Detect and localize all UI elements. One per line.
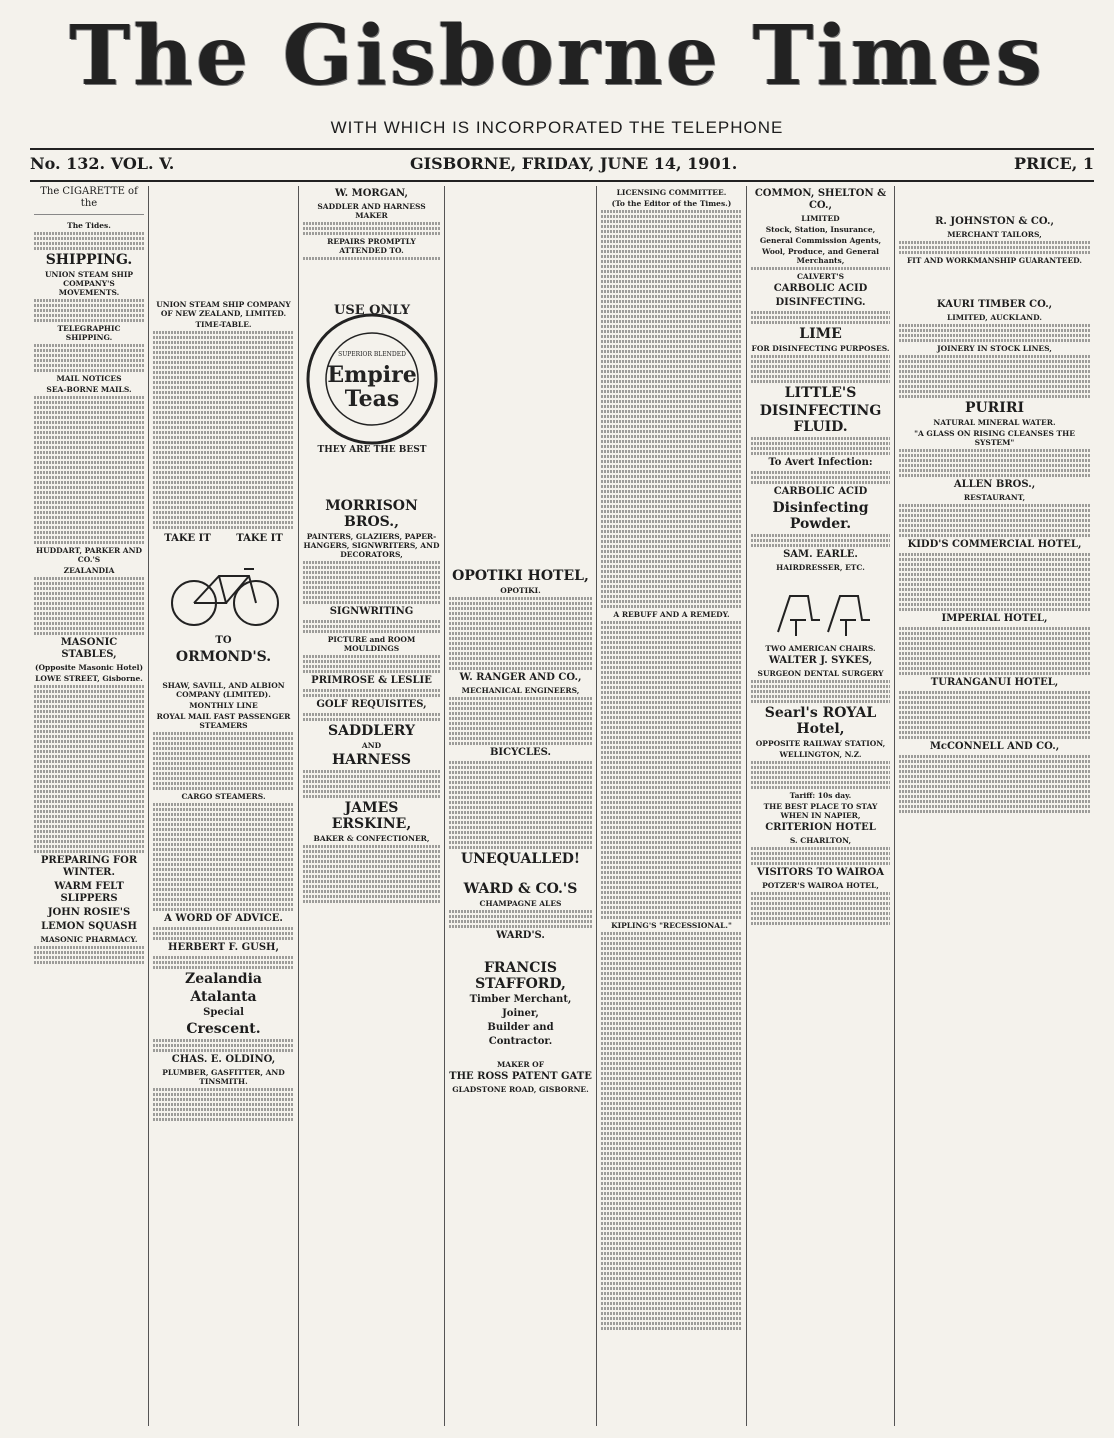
column-6 [746, 186, 894, 1426]
mechanical-heading: MECHANICAL ENGINEERS, [461, 686, 580, 695]
issue-date: GISBORNE, FRIDAY, JUNE 14, 1901. [410, 154, 738, 173]
kidds-heading: KIDD'S COMMERCIAL HOTEL, [907, 539, 1082, 550]
powder-heading: Disinfecting Powder. [772, 500, 869, 532]
timber-label: Timber Merchant, [469, 994, 572, 1005]
signwriting-heading: SIGNWRITING [329, 606, 414, 617]
wool-label: Wool, Produce, and General Merchants, [762, 247, 879, 265]
chairs-label: TWO AMERICAN CHAIRS. [765, 644, 876, 653]
wellington-label: WELLINGTON, N.Z. [779, 750, 862, 759]
ormonds-heading: ORMOND'S. [175, 649, 272, 665]
monthly-heading: MONTHLY LINE [189, 701, 258, 710]
pharmacy-heading: MASONIC PHARMACY. [40, 935, 138, 944]
ad-line: The CIGARETTE of the [40, 186, 138, 209]
shipping-heading: SHIPPING. [45, 252, 133, 268]
kauri-ltd: LIMITED, AUCKLAND. [947, 313, 1042, 322]
wairoa-heading: VISITORS TO WAIROA [757, 867, 884, 878]
ranger-heading: W. RANGER AND CO., [459, 672, 582, 683]
take-it-right: TAKE IT [236, 533, 283, 544]
timetable-heading: TIME-TABLE. [195, 320, 252, 329]
special-label: Special [203, 1007, 244, 1018]
unequalled-heading: UNEQUALLED! [460, 851, 581, 867]
glass-label: "A GLASS ON RISING CLEANSES THE SYSTEM" [914, 429, 1075, 447]
masonic-heading: MASONIC STABLES, [60, 637, 118, 660]
to-label: TO [215, 635, 232, 646]
issue-price: PRICE, 1 [1013, 154, 1094, 173]
hairdresser-label: HAIRDRESSER, ETC. [776, 563, 865, 572]
three-castles-ad [34, 186, 144, 215]
shaw-heading: SHAW, SAVILL, AND ALBION COMPANY (LIMITED). [162, 681, 285, 699]
crescent-cycle: Crescent. [186, 1021, 261, 1037]
empire-text: Empire [326, 362, 417, 388]
carbolic-heading: CARBOLIC ACID [773, 283, 868, 294]
charlton-label: S. CHARLTON, [789, 836, 852, 845]
golf-heading: GOLF REQUISITES, [316, 699, 427, 710]
bicycle-illustration [164, 551, 284, 631]
ross-gate-heading: THE ROSS PATENT GATE [449, 1071, 592, 1082]
searls-heading: Searl's ROYAL Hotel, [764, 705, 877, 737]
disinfecting-heading: DISINFECTING. [775, 297, 866, 308]
slippers-heading: WARM FELT SLIPPERS [54, 881, 124, 904]
saddlery-heading: SADDLERY [328, 723, 415, 739]
preparing-heading: PREPARING FOR WINTER. [40, 855, 138, 878]
erskine-heading: JAMES ERSKINE, [331, 800, 412, 832]
criterion-heading: CRITERION HOTEL [765, 822, 876, 833]
ward-heading: WARD & CO.'S [463, 881, 578, 897]
seaborne-heading: SEA-BORNE MAILS. [46, 385, 132, 394]
morgan-heading: W. MORGAN, [334, 188, 408, 199]
dental-label: SURGEON DENTAL SURGERY [757, 669, 884, 678]
oldino-heading: CHAS. E. OLDINO, [171, 1054, 276, 1065]
sykes-heading: WALTER J. SYKES, [768, 655, 873, 666]
for-dis-label: FOR DISINFECTING PURPOSES. [751, 344, 890, 353]
contractor-label: Contractor. [488, 1036, 553, 1047]
huddart-heading: HUDDART, PARKER AND CO.'S [36, 546, 142, 564]
opotiki-sub: OPOTIKI. [500, 586, 541, 595]
natural-label: NATURAL MINERAL WATER. [933, 418, 1056, 427]
potzers-label: POTZER'S WAIROA HOTEL, [762, 881, 879, 890]
napier-label: THE BEST PLACE TO STAY WHEN IN NAPIER, [763, 802, 878, 820]
avert-heading: To Avert Infection: [768, 457, 873, 468]
baker-heading: BAKER & CONFECTIONER, [313, 834, 430, 843]
teas-text: Teas [344, 386, 399, 412]
turanganui-heading: TURANGANUI HOTEL, [930, 677, 1059, 688]
fluid-heading: DISINFECTING FLUID. [759, 403, 882, 435]
kauri-heading: KAURI TIMBER CO., [936, 299, 1053, 310]
puriri-heading: PURIRI [964, 400, 1025, 416]
lowe-street: LOWE STREET, Gisborne. [35, 674, 143, 683]
gladstone-label: GLADSTONE ROAD, GISBORNE. [452, 1085, 589, 1094]
lemon-heading: LEMON SQUASH [41, 921, 137, 932]
stock-label: Stock, Station, Insurance, [765, 225, 876, 234]
and-label: AND [361, 741, 382, 750]
painters-heading: PAINTERS, GLAZIERS, PAPER-HANGERS, SIGNWRITERS, AND DECORATORS, [303, 532, 440, 559]
use-only-text: USE ONLY [333, 303, 410, 318]
limited-label: LIMITED [801, 214, 840, 223]
railway-label: OPPOSITE RAILWAY STATION, [755, 739, 886, 748]
rosie-heading: JOHN ROSIE'S [47, 907, 131, 918]
are-best-text: THEY ARE THE BEST [317, 445, 426, 455]
column-5 [596, 186, 746, 1426]
union-ss-heading: UNION STEAM SHIP COMPANY OF NEW ZEALAND, LIMITED. [156, 300, 291, 318]
tariff-label: Tariff: 10s day. [789, 791, 852, 800]
column-2 [148, 186, 298, 1426]
maker-label: MAKER OF [496, 1060, 545, 1069]
superior-text: SUPERIOR BLENDED [337, 351, 406, 358]
johnston-heading: R. JOHNSTON & CO., [935, 216, 1054, 227]
masthead-title: The Gisborne Times [69, 8, 1045, 104]
saddler-heading: SADDLER AND HARNESS MAKER [317, 202, 426, 220]
morrison-heading: MORRISON BROS., [325, 498, 418, 530]
mail-heading: MAIL NOTICES [56, 374, 122, 383]
zealandia-heading: ZEALANDIA [63, 566, 115, 575]
gush-heading: HERBERT F. GUSH, [168, 942, 279, 953]
harness-heading: HARNESS [331, 752, 412, 768]
tides-heading: The Tides. [67, 221, 111, 230]
allen-heading: ALLEN BROS., [953, 479, 1036, 490]
calverts-label: CALVERT'S [796, 272, 845, 281]
primrose-heading: PRIMROSE & LESLIE [311, 675, 432, 686]
union-heading: UNION STEAM SHIP COMPANY'S MOVEMENTS. [44, 270, 133, 297]
imperial-heading: IMPERIAL HOTEL, [941, 613, 1048, 624]
masthead [0, 8, 1114, 108]
masthead-subtitle: WITH WHICH IS INCORPORATED THE TELEPHONE [330, 118, 784, 137]
column-3 [298, 186, 444, 1426]
earle-heading: SAM. EARLE. [783, 549, 858, 560]
kipling-heading: KIPLING'S "RECESSIONAL." [611, 921, 732, 930]
editor-label: (To the Editor of the Times.) [611, 199, 732, 208]
telegraphic-heading: TELEGRAPHIC SHIPPING. [57, 324, 121, 342]
carbolic2-heading: CARBOLIC ACID [773, 486, 868, 497]
masonic-sub: (Opposite Masonic Hotel) [34, 663, 144, 672]
joinery-label: JOINERY IN STOCK LINES, [937, 344, 1052, 353]
barber-chairs-illustration [766, 576, 876, 640]
common-heading: COMMON, SHELTON & CO., [754, 188, 887, 211]
picture-heading: PICTURE and ROOM MOULDINGS [327, 635, 416, 653]
royal-heading: ROYAL MAIL FAST PASSENGER STEAMERS [156, 712, 291, 730]
lime-heading: LIME [799, 326, 842, 342]
issue-number: No. 132. VOL. V. [30, 154, 175, 173]
advice-heading: A WORD OF ADVICE. [164, 913, 283, 924]
repairs-line: REPAIRS PROMPTLY ATTENDED TO. [327, 237, 416, 255]
mcconnell-heading: McCONNELL AND CO., [929, 741, 1060, 752]
cargo-heading: CARGO STEAMERS. [181, 792, 266, 801]
littles-heading: LITTLE'S [784, 385, 857, 401]
empire-teas-seal [304, 264, 440, 494]
wards-label: WARD'S. [496, 930, 545, 941]
restaurant-label: RESTAURANT, [963, 493, 1026, 502]
general-label: General Commission Agents, [759, 236, 882, 245]
column-7 [894, 186, 1094, 1426]
dateline [30, 148, 1094, 182]
champagne-heading: CHAMPAGNE ALES [479, 899, 562, 908]
rebuff-heading: A REBUFF AND A REMEDY. [613, 610, 730, 619]
plumber-heading: PLUMBER, GASFITTER, AND TINSMITH. [162, 1068, 285, 1086]
licensing-heading: LICENSING COMMITTEE. [616, 188, 727, 197]
fit-label: FIT AND WORKMANSHIP GUARANTEED. [906, 256, 1083, 265]
joiner-label: Joiner, [502, 1008, 539, 1019]
builder-label: Builder and [487, 1022, 554, 1033]
take-it-left: TAKE IT [164, 533, 211, 544]
zealandia-cycle: Zealandia [185, 971, 262, 987]
column-1 [30, 186, 148, 1426]
column-4 [444, 186, 596, 1426]
stafford-heading: FRANCIS STAFFORD, [475, 960, 566, 992]
atalanta-cycle: Atalanta [190, 989, 257, 1005]
bicycles-heading: BICYCLES. [489, 747, 551, 758]
ormonds-ad [153, 531, 294, 547]
tailors-label: MERCHANT TAILORS, [947, 230, 1042, 239]
opotiki-heading: OPOTIKI HOTEL, [452, 568, 589, 584]
